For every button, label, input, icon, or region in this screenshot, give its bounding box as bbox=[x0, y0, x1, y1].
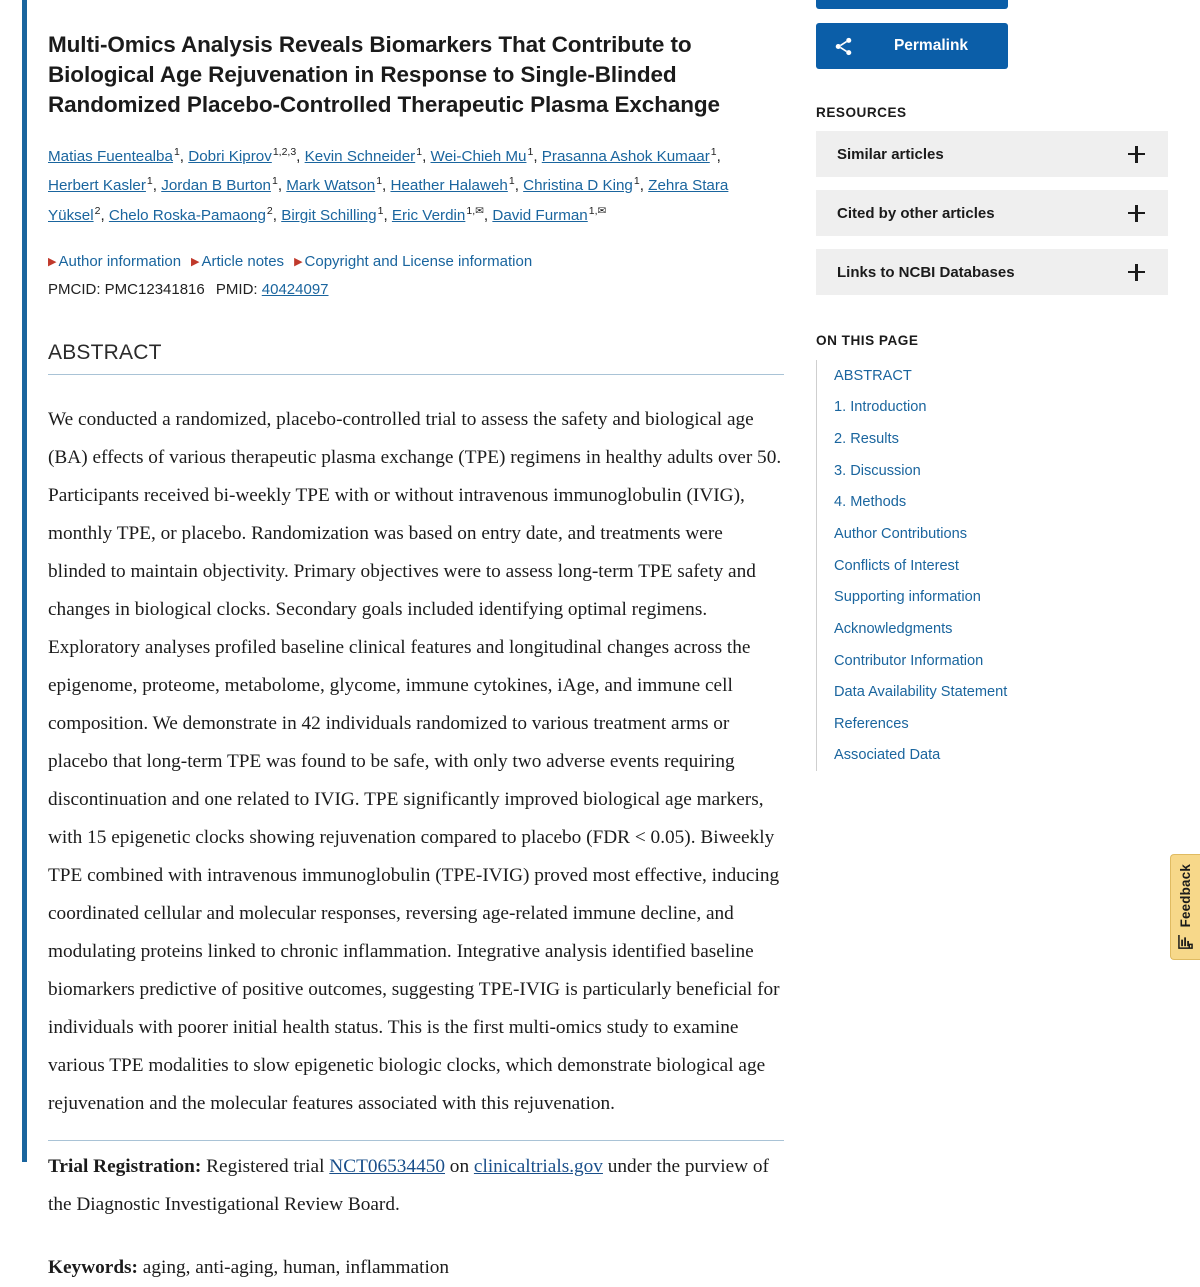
meta-link-label: Author information bbox=[58, 252, 182, 270]
toc-link-data-availability-statement[interactable]: Data Availability Statement bbox=[834, 684, 1008, 701]
author-link[interactable]: Herbert Kasler bbox=[48, 177, 146, 195]
author-affiliation-marker: 1 bbox=[377, 204, 384, 217]
author-link[interactable]: Dobri Kiprov bbox=[188, 147, 272, 165]
author-separator: , bbox=[483, 207, 493, 225]
author-link[interactable]: Matias Fuentealba bbox=[48, 147, 173, 165]
triangle-right-icon: ▶ bbox=[48, 255, 57, 268]
section-divider bbox=[48, 1140, 784, 1141]
author-link[interactable]: Eric Verdin bbox=[391, 207, 466, 225]
cite-button-partial[interactable] bbox=[816, 0, 1008, 9]
pmid-label: PMID: bbox=[215, 281, 258, 299]
author-separator: , bbox=[179, 147, 189, 165]
author-link[interactable]: Jordan B Burton bbox=[161, 177, 271, 195]
left-accent-rail bbox=[22, 0, 27, 1162]
keywords-value: aging, anti-aging, human, inflammation bbox=[137, 1257, 450, 1279]
abstract-heading: ABSTRACT bbox=[48, 341, 784, 375]
toc-link-abstract[interactable]: ABSTRACT bbox=[834, 367, 912, 384]
author-affiliation-marker: 1 bbox=[173, 145, 180, 158]
accordion-cited-by-other-articles[interactable] bbox=[816, 190, 1168, 236]
author-affiliation-marker: 1,✉ bbox=[588, 204, 607, 217]
resources-accordion bbox=[816, 131, 1168, 295]
author-affiliation-marker: 1 bbox=[146, 175, 153, 188]
permalink-button[interactable] bbox=[816, 23, 1008, 69]
trial-registration-paragraph bbox=[48, 1148, 784, 1224]
on-this-page-nav bbox=[816, 360, 1168, 771]
author-separator: , bbox=[272, 207, 282, 225]
toc-link-author-contributions[interactable]: Author Contributions bbox=[834, 526, 968, 542]
author-separator: , bbox=[100, 207, 109, 225]
author-separator: , bbox=[383, 207, 392, 225]
author-link[interactable]: Heather Halaweh bbox=[390, 177, 508, 195]
plus-icon bbox=[1128, 264, 1145, 281]
author-link[interactable]: Birgit Schilling bbox=[281, 207, 377, 225]
author-separator: , bbox=[639, 177, 649, 195]
author-separator: , bbox=[533, 147, 542, 165]
pmcid-label: PMCID: bbox=[48, 281, 101, 299]
author-separator: , bbox=[382, 177, 391, 195]
bar-chart-icon bbox=[1178, 934, 1193, 954]
author-affiliation-marker: 1 bbox=[376, 175, 383, 188]
trial-text-middle: on bbox=[444, 1156, 474, 1178]
keywords-paragraph bbox=[48, 1249, 784, 1287]
toc-link-1-introduction[interactable]: 1. Introduction bbox=[834, 399, 927, 416]
triangle-right-icon: ▶ bbox=[294, 255, 303, 268]
feedback-label: Feedback bbox=[1178, 863, 1193, 928]
author-affiliation-marker: 1,✉ bbox=[466, 204, 484, 217]
toc-link-associated-data[interactable]: Associated Data bbox=[834, 747, 941, 764]
author-link[interactable]: Chelo Roska-Pamaong bbox=[108, 207, 266, 225]
author-link[interactable]: Mark Watson bbox=[286, 177, 376, 195]
author-affiliation-marker: 1 bbox=[527, 145, 534, 158]
nct-link[interactable]: NCT06534450 bbox=[329, 1156, 445, 1178]
accordion-similar-articles[interactable] bbox=[816, 131, 1168, 177]
toc-link-4-methods[interactable]: 4. Methods bbox=[834, 494, 907, 511]
accordion-links-to-ncbi-databases[interactable] bbox=[816, 249, 1168, 295]
author-link[interactable]: Kevin Schneider bbox=[304, 147, 416, 165]
trial-text-after: under the purview of the Diagnostic Investigational Review Board. bbox=[48, 1156, 769, 1216]
triangle-right-icon: ▶ bbox=[191, 255, 200, 268]
feedback-tab[interactable] bbox=[1170, 854, 1200, 960]
meta-link-label: Copyright and License information bbox=[304, 252, 533, 270]
author-separator: , bbox=[716, 147, 721, 165]
trial-registration-label: Trial Registration: bbox=[48, 1156, 202, 1178]
toc-link-references[interactable]: References bbox=[834, 715, 909, 732]
keywords-label: Keywords: bbox=[48, 1257, 138, 1279]
plus-icon bbox=[1128, 205, 1145, 222]
author-affiliation-marker: 2 bbox=[94, 204, 101, 217]
toc-link-supporting-information[interactable]: Supporting information bbox=[834, 589, 981, 606]
toc-link-conflicts-of-interest[interactable]: Conflicts of Interest bbox=[834, 557, 959, 574]
author-link[interactable]: Wei-Chieh Mu bbox=[430, 147, 527, 165]
toc-link-contributor-information[interactable]: Contributor Information bbox=[834, 652, 984, 669]
author-link[interactable]: Christina D King bbox=[523, 177, 633, 195]
plus-icon bbox=[1128, 146, 1145, 163]
meta-link-author-information[interactable] bbox=[48, 253, 181, 270]
clinicaltrials-link[interactable]: clinicaltrials.gov bbox=[473, 1156, 603, 1178]
abstract-paragraph: We conducted a randomized, placebo-controlled trial to assess the safety and biological age (BA) effects of various therapeutic plasma exchange (TPE) regimens in healthy adults over 50. Participants received bi-weekly TPE with or without intravenous immunoglobulin (IVIG), monthly TPE, or placebo. Randomization was based on entry date, and treatments were blinded to maintain objectivity. Primary objectives were to assess long-term TPE safety and changes in biological clocks. Secondary goals included identifying optimal regimens. Exploratory analyses profiled baseline clinical features and longitudinal changes across the epigenome, proteome, metabolome, glycome, immune cytokines, iAge, and immune cell composition. We demonstrate in 42 individuals randomized to various treatment arms or placebo that long-term TPE was found to be safe, with only two adverse events requiring discontinuation and one related to IVIG. TPE significantly improved biological age markers, with 15 epigenetic clocks showing rejuvenation compared to placebo (FDR < 0.05). Biweekly TPE combined with intravenous immunoglobulin (TPE-IVIG) proved most effective, inducing coordinated cellular and molecular responses, reversing age-related immune decline, and modulating proteins linked to chronic inflammation. Integrative analysis identified baseline biomarkers predictive of positive outcomes, suggesting TPE-IVIG is particularly beneficial for individuals with poorer initial health status. This is the first multi-omics study to examine various TPE modalities to slow epigenetic biologic clocks, which demonstrate biological age rejuvenation and the molecular features associated with this rejuvenation. bbox=[48, 409, 782, 1115]
author-affiliation-marker: 1 bbox=[633, 175, 640, 188]
toc-link-3-discussion[interactable]: 3. Discussion bbox=[834, 462, 921, 479]
accordion-label: Cited by other articles bbox=[837, 204, 995, 222]
on-this-page-title: ON THIS PAGE bbox=[816, 333, 919, 348]
permalink-label: Permalink bbox=[893, 37, 969, 54]
author-affiliation-marker: 1,2,3 bbox=[272, 145, 297, 158]
author-link[interactable]: David Furman bbox=[492, 207, 588, 225]
article-meta-links bbox=[48, 251, 784, 274]
author-separator: , bbox=[422, 147, 431, 165]
share-icon bbox=[816, 36, 870, 57]
page-title: Multi-Omics Analysis Reveals Biomarkers That Contribute to Biological Age Rejuvenation in Response to Single-Blinded Randomized Placebo-Controlled Therapeutic Plasma Exchange bbox=[48, 32, 720, 117]
trial-text-before: Registered trial bbox=[201, 1156, 330, 1178]
meta-link-article-notes[interactable] bbox=[191, 253, 284, 270]
sidebar bbox=[816, 0, 1168, 771]
toc-link-2-results[interactable]: 2. Results bbox=[834, 431, 899, 448]
author-separator: , bbox=[296, 147, 305, 165]
author-affiliation-marker: 1 bbox=[416, 145, 423, 158]
accordion-label: Links to NCBI Databases bbox=[837, 263, 1015, 281]
author-link[interactable]: Prasanna Ashok Kumaar bbox=[541, 147, 710, 165]
author-affiliation-marker: 1 bbox=[508, 175, 515, 188]
author-affiliation-marker: 1 bbox=[271, 175, 278, 188]
author-separator: , bbox=[152, 177, 162, 195]
pmid-link[interactable]: 40424097 bbox=[261, 281, 329, 299]
author-affiliation-marker: 1 bbox=[710, 145, 717, 158]
resources-title: RESOURCES bbox=[816, 105, 907, 120]
author-list bbox=[48, 142, 760, 231]
author-separator: , bbox=[277, 177, 287, 195]
article-column bbox=[48, 0, 784, 1287]
toc-link-acknowledgments[interactable]: Acknowledgments bbox=[834, 620, 953, 637]
author-link[interactable]: Zehra Stara Yüksel bbox=[48, 177, 729, 225]
abstract-body bbox=[48, 401, 784, 1287]
meta-link-copyright-and-license-information[interactable] bbox=[294, 253, 532, 270]
author-affiliation-marker: 2 bbox=[266, 204, 273, 217]
meta-link-label: Article notes bbox=[201, 252, 285, 270]
author-separator: , bbox=[514, 177, 524, 195]
pmcid-value: PMC12341816 bbox=[104, 281, 205, 299]
accordion-label: Similar articles bbox=[837, 145, 944, 163]
article-identifiers bbox=[48, 281, 784, 298]
